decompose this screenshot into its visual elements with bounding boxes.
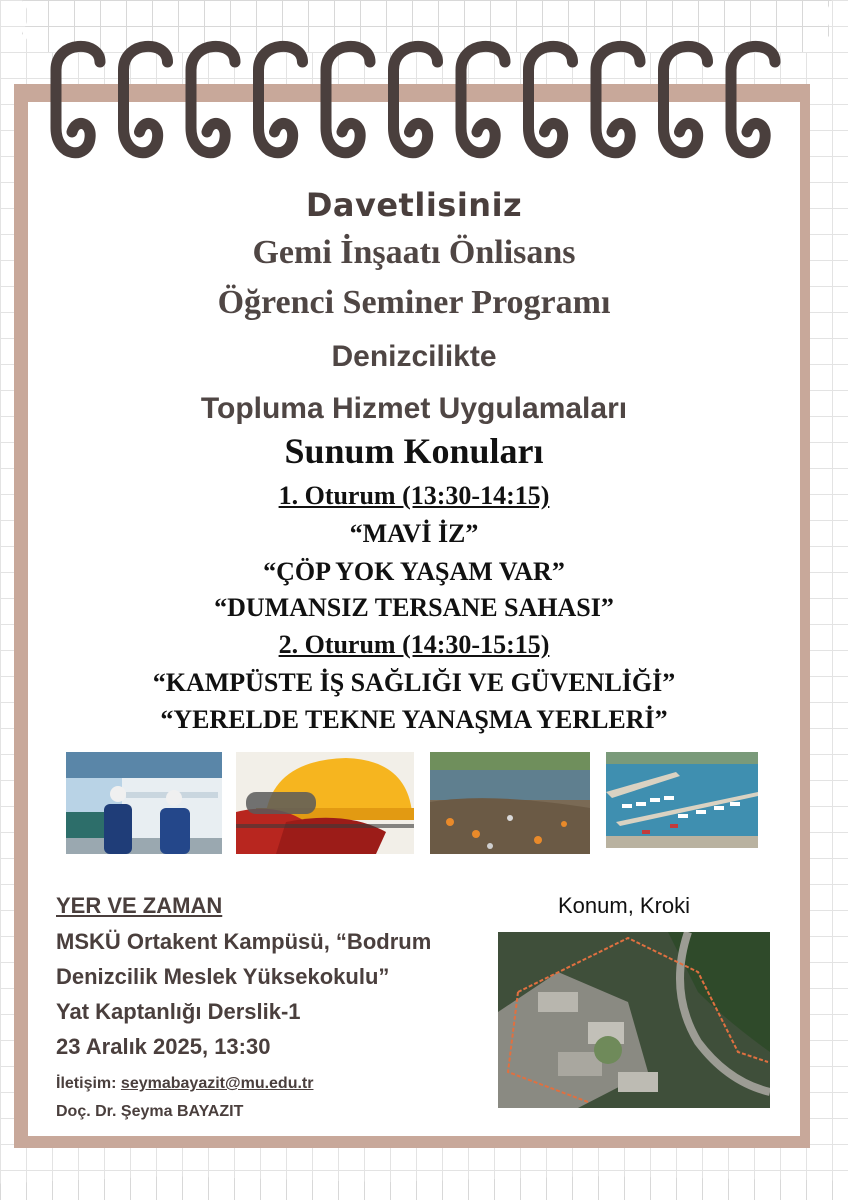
session-1-topic: “ÇÖP YOK YAŞAM VAR” <box>263 557 565 586</box>
polluted-shore-photo <box>430 752 590 854</box>
hard-hat-photo <box>236 752 414 854</box>
spiral-ring <box>596 46 640 152</box>
spiral-ring <box>56 46 100 152</box>
campus-map-image <box>498 932 770 1108</box>
venue-line3: Yat Kaptanlığı Derslik-1 <box>56 999 301 1024</box>
spiral-ring <box>124 46 168 152</box>
session-1-topic: “MAVİ İZ” <box>349 519 479 548</box>
session-1-topic: “DUMANSIZ TERSANE SAHASI” <box>214 593 614 622</box>
spiral-binding-icon <box>0 0 848 180</box>
topics-heading: Sunum Konuları <box>284 431 544 471</box>
spiral-ring <box>191 46 235 152</box>
spiral-ring <box>326 46 370 152</box>
shipyard-workers-photo <box>66 752 222 854</box>
theme-line2: Topluma Hizmet Uygulamaları <box>200 392 628 425</box>
session-2-title: 2. Oturum (14:30-15:15) <box>278 630 550 659</box>
session-2-topic: “KAMPÜSTE İŞ SAĞLIĞI VE GÜVENLİĞİ” <box>152 668 676 697</box>
welcome-heading: Davetlisiniz <box>305 186 523 224</box>
spiral-ring <box>394 46 438 152</box>
spiral-ring <box>664 46 708 152</box>
torn-paper-bottom <box>0 1176 848 1200</box>
marina-photo <box>606 752 758 848</box>
program-title-line2: Öğrenci Seminer Programı <box>217 284 611 321</box>
event-datetime: 23 Aralık 2025, 13:30 <box>56 1034 271 1059</box>
spiral-ring <box>461 46 505 152</box>
session-2-topic: “YERELDE TEKNE YANAŞMA YERLERİ” <box>160 705 668 734</box>
contact-person: Doç. Dr. Şeyma BAYAZIT <box>56 1103 244 1120</box>
program-title-line1: Gemi İnşaatı Önlisans <box>252 234 576 271</box>
spiral-ring <box>731 46 775 152</box>
venue-line2: Denizcilik Meslek Yüksekokulu” <box>56 964 390 989</box>
session-1-title: 1. Oturum (13:30-14:15) <box>278 481 550 510</box>
spiral-ring <box>529 46 573 152</box>
map-label: Konum, Kroki <box>558 893 691 918</box>
theme-line1: Denizcilikte <box>331 340 497 373</box>
spiral-ring <box>259 46 303 152</box>
contact-label: İletişim: <box>56 1075 117 1092</box>
contact-email-link[interactable]: seymabayazit@mu.edu.tr <box>120 1075 314 1092</box>
venue-heading: YER VE ZAMAN <box>56 893 223 918</box>
contact-line <box>56 1075 313 1093</box>
venue-line1: MSKÜ Ortakent Kampüsü, “Bodrum <box>56 929 432 954</box>
